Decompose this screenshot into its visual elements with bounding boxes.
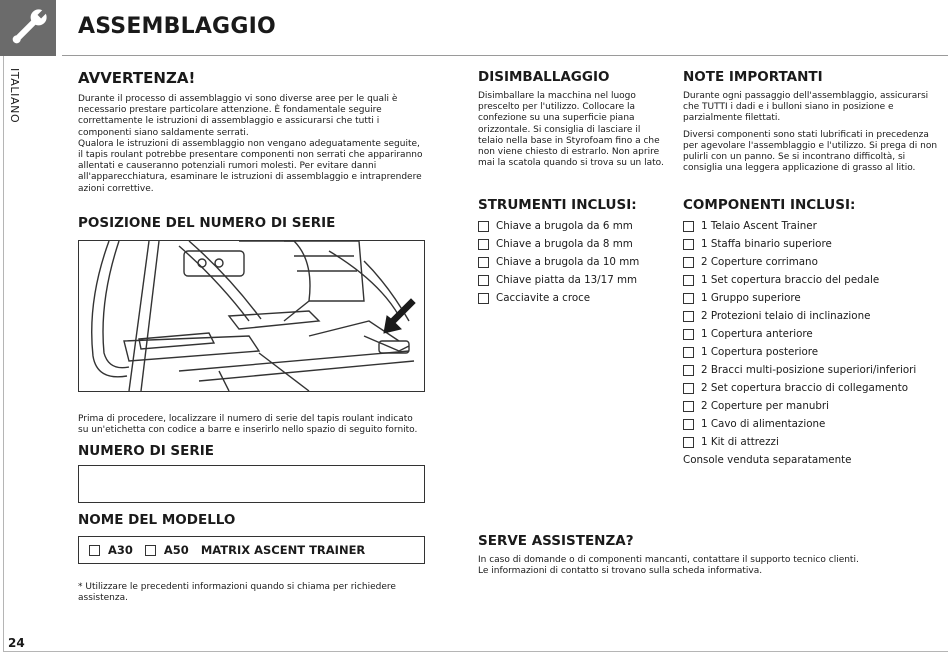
unpacking-text: Disimballare la macchina nel luogo prescelto per l'utilizzo. Collocare la confezione su una superficie piana orizzontale. Si consiglia di lasciare il telaio nella base in Styrofoam fino a che non viene chiesto di estrarlo. Non aprire mai la scatola quando si trova su un lato. [478,91,664,169]
bottom-divider [3,651,948,652]
help-line-1: In caso di domande o di componenti mancanti, contattare il supporto tecnico clienti. [478,555,859,565]
help-section [478,533,918,577]
title-divider [62,55,948,56]
list-item: 1 Kit di attrezzi [683,433,945,451]
serial-position-caption: Prima di procedere, localizzare il numero di serie del tapis roulant indicato su un'etichetta con codice a barre e inserirlo nello spazio di seguito fornito. [78,414,418,436]
component-checkbox[interactable] [683,293,694,304]
warning-paragraph-2: Qualora le istruzioni di assemblaggio non vengano adeguatamente seguite, il tapis roulant potrebbe presentare componenti non serrati che appariranno allentati e causeranno potenziali rumori molesti. Per evitare danni all'apparecchiatura, esaminare le istruzioni di assemblaggio e intraprendere azioni correttive. [78,138,423,194]
serial-number-field[interactable] [78,465,425,503]
component-checkbox[interactable] [683,419,694,430]
tool-checkbox[interactable] [478,257,489,268]
help-title: SERVE ASSISTENZA? [478,533,634,549]
a50-checkbox[interactable] [145,545,156,556]
tools-list [478,217,668,307]
a30-label: A30 [108,543,133,557]
warning-paragraph-1: Durante il processo di assemblaggio vi sono diverse aree per le quali è necessario prestare particolare attenzione. È fondamentale seguire correttamente le istruzioni di assemblaggio e assicurarsi che tutti i componenti siano saldamente serrati. [78,94,398,138]
list-item: 1 Cavo di alimentazione [683,415,945,433]
component-checkbox[interactable] [683,437,694,448]
console-note: Console venduta separatamente [683,454,852,466]
component-checkbox[interactable] [683,329,694,340]
list-item: 1 Gruppo superiore [683,289,945,307]
components-list [683,217,945,469]
list-item: 1 Copertura anteriore [683,325,945,343]
component-checkbox[interactable] [683,347,694,358]
tool-checkbox[interactable] [478,239,489,250]
a50-label: A50 [163,543,189,557]
component-checkbox[interactable] [683,221,694,232]
notes-section [683,69,939,174]
component-checkbox[interactable] [683,365,694,376]
list-item: 2 Protezioni telaio di inclinazione [683,307,945,325]
component-checkbox[interactable] [683,311,694,322]
list-item: 2 Coperture per manubri [683,397,945,415]
a30-checkbox[interactable] [89,545,100,556]
wrench-icon-tile [0,0,56,56]
list-item: 1 Copertura posteriore [683,343,945,361]
serial-location-illustration [78,240,425,392]
warning-title: AVVERTENZA! [78,69,196,87]
elliptical-trainer-drawing [79,241,424,391]
tools-section [478,197,668,307]
page-title: ASSEMBLAGGIO [78,14,276,39]
list-item: Chiave piatta da 13/17 mm [478,271,668,289]
serial-position-title: POSIZIONE DEL NUMERO DI SERIE [78,215,336,231]
unpacking-title: DISIMBALLAGGIO [478,69,610,85]
tools-title: STRUMENTI INCLUSI: [478,197,637,213]
component-checkbox[interactable] [683,257,694,268]
left-divider [3,56,4,652]
model-selection-box [78,536,425,564]
tool-checkbox[interactable] [478,275,489,286]
page-number: 24 [8,636,25,650]
list-item: Chiave a brugola da 8 mm [478,235,668,253]
list-item: Chiave a brugola da 10 mm [478,253,668,271]
model-footnote: * Utilizzare le precedenti informazioni quando si chiama per richiedere assistenza. [78,582,396,604]
list-item: Chiave a brugola da 6 mm [478,217,668,235]
notes-paragraph-2: Diversi componenti sono stati lubrificati in precedenza per agevolare l'assemblaggio e l'utilizzo. Si prega di non pulirli con un panno. Se si incontrano difficoltà, si consiglia una leggera applicazione di grasso al litio. [683,129,938,174]
list-item: 2 Bracci multi-posizione superiori/inferiori [683,361,945,379]
list-item: 2 Coperture corrimano [683,253,945,271]
components-title: COMPONENTI INCLUSI: [683,197,856,213]
list-item: 1 Telaio Ascent Trainer [683,217,945,235]
language-tab: ITALIANO [8,68,21,124]
serial-number-title: NUMERO DI SERIE [78,443,215,459]
model-name-title: NOME DEL MODELLO [78,512,236,528]
component-checkbox[interactable] [683,383,694,394]
warning-section [78,69,426,195]
list-item: Cacciavite a croce [478,289,668,307]
component-checkbox[interactable] [683,401,694,412]
tool-checkbox[interactable] [478,221,489,232]
list-item: 2 Set copertura braccio di collegamento [683,379,945,397]
list-item: 1 Staffa binario superiore [683,235,945,253]
model-product-name: MATRIX ASCENT TRAINER [200,543,366,557]
list-item: 1 Set copertura braccio del pedale [683,271,945,289]
help-line-2: Le informazioni di contatto si trovano sulla scheda informativa. [478,566,763,577]
component-checkbox[interactable] [683,239,694,250]
wrench-icon [0,0,56,56]
notes-title: NOTE IMPORTANTI [683,69,823,85]
notes-paragraph-1: Durante ogni passaggio dell'assemblaggio, assicurarsi che TUTTI i dadi e i bulloni siano in posizione e parzialmente filettati. [683,91,929,124]
component-checkbox[interactable] [683,275,694,286]
components-section [683,197,945,469]
unpacking-section [478,69,664,169]
tool-checkbox[interactable] [478,293,489,304]
